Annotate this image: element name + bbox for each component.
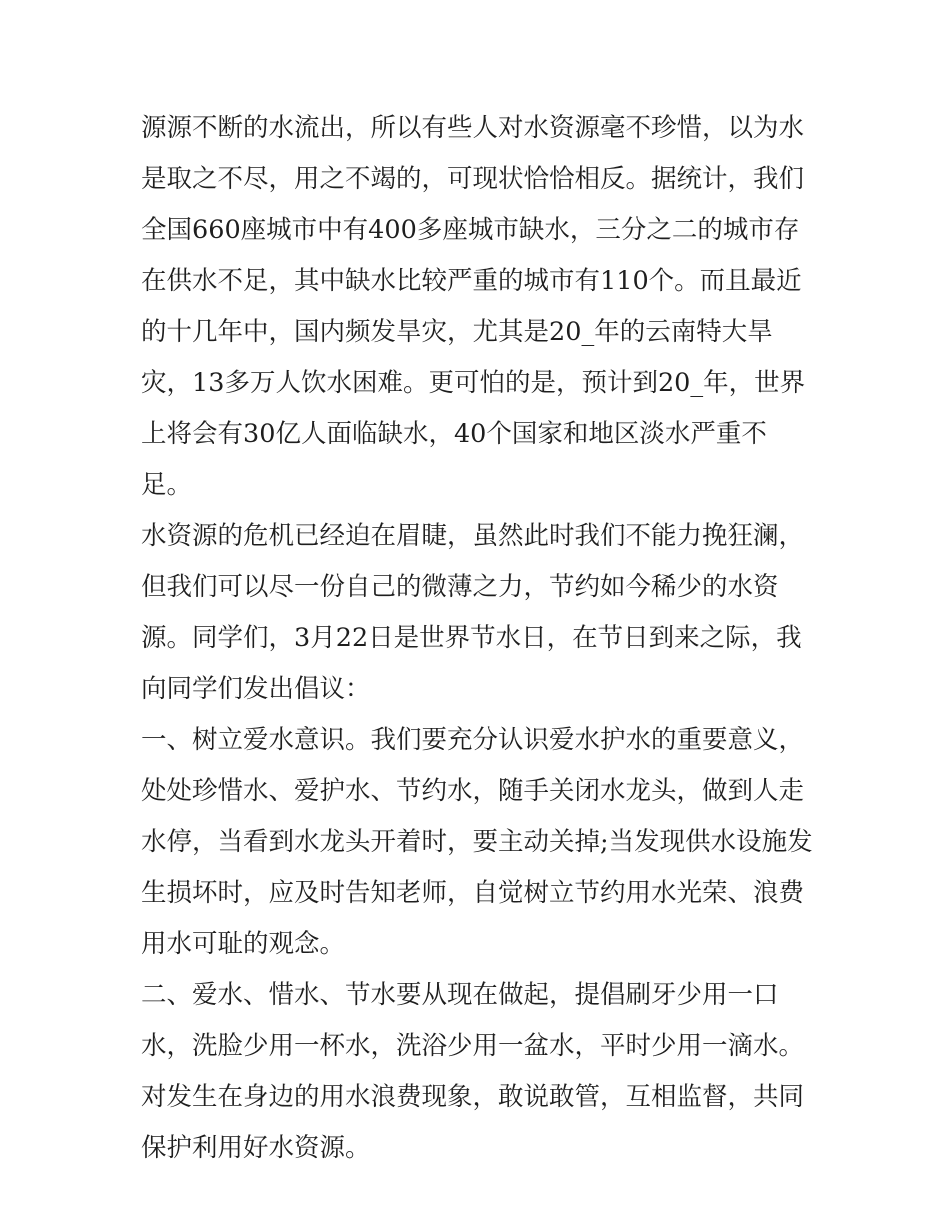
document-body <box>141 103 813 1174</box>
paragraph-proposal-one: 一、树立爱水意识。我们要充分认识爱水护水的重要意义，处处珍惜水、爱护水、节约水，随手关闭水龙头，做到人走水停，当看到水龙头开着时，要主动关掉;当发现供水设施发生损坏时，应及时告知老师，自觉树立节约用水光荣、浪费用水可耻的观念。 <box>141 725 813 959</box>
paragraph-water-shortage: 源源不断的水流出，所以有些人对水资源毫不珍惜，以为水是取之不尽，用之不竭的，可现状恰恰相反。据统计，我们全国660座城市中有400多座城市缺水，三分之二的城市存在供水不足，其中缺水比较严重的城市有110个。而且最近的十几年中，国内频发旱灾，尤其是20_年的云南特大旱灾，13多万人饮水困难。更可怕的是，预计到20_年，世界上将会有30亿人面临缺水，40个国家和地区淡水严重不足。 <box>141 113 806 500</box>
paragraph-proposal-two: 二、爱水、惜水、节水要从现在做起，提倡刷牙少用一口水，洗脸少用一杯水，洗浴少用一盆水，平时少用一滴水。对发生在身边的用水浪费现象，敢说敢管，互相监督，共同保护利用好水资源。 <box>141 980 805 1163</box>
paragraph-initiative-intro: 水资源的危机已经迫在眉睫，虽然此时我们不能力挽狂澜，但我们可以尽一份自己的微薄之力，节约如今稀少的水资源。同学们，3月22日是世界节水日，在节日到来之际，我向同学们发出倡议： <box>141 521 805 704</box>
